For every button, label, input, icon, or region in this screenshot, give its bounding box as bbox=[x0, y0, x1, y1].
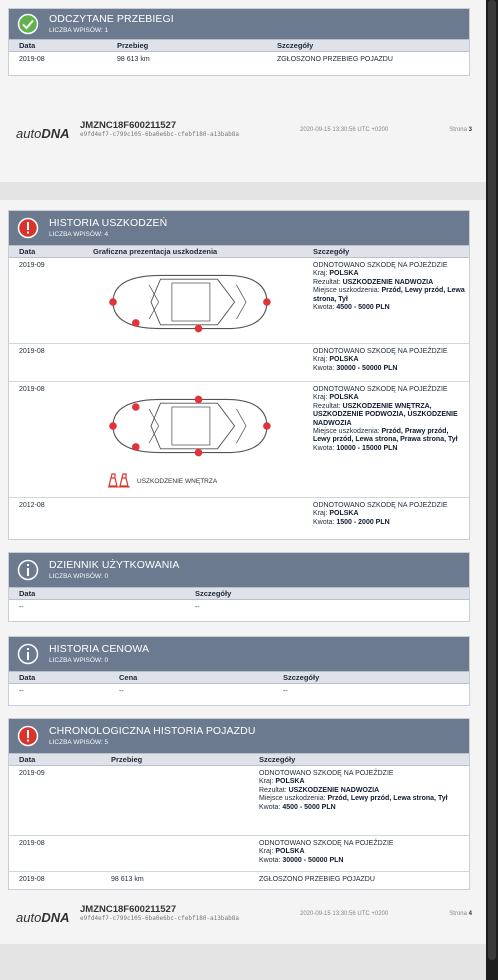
table-row: -- -- -- bbox=[19, 688, 288, 695]
col-date: Data bbox=[19, 41, 36, 50]
section-usage-log bbox=[8, 552, 470, 622]
table-header bbox=[9, 245, 469, 258]
table-row: 2019-08 98 613 km ZGŁOSZONO PRZEBIEG POJAZDU bbox=[19, 56, 393, 63]
table-row: 2019-08 ODNOTOWANO SZKODĘ NA POJEŹDZIE Kraj: POLSKA Kwota: 30000 - 50000 PLN bbox=[9, 344, 469, 382]
info-circle-icon bbox=[17, 559, 39, 581]
alert-circle-icon bbox=[17, 725, 39, 747]
interior-damage-icon bbox=[107, 472, 131, 488]
page-footer bbox=[0, 896, 486, 936]
damage-details: ODNOTOWANO SZKODĘ NA POJEŹDZIE Kraj: POLSKA Kwota: 30000 - 50000 PLN bbox=[313, 348, 448, 372]
scrollbar[interactable] bbox=[486, 0, 498, 980]
col-date: Data bbox=[19, 247, 36, 256]
table-row: 2019-09 ODNOTOWANO SZKODĘ NA POJEŹDZIE Kraj: POLSKA Rezultat: USZKODZENIE NADWOZIA Miejsce uszkodzenia: Przód, Lewy przód, Lewa strona, Tył Kwota: 4500 - 5000 PLN bbox=[9, 258, 469, 344]
table-header: Data Przebieg Szczegóły bbox=[9, 753, 469, 766]
section-damage-history bbox=[8, 210, 470, 540]
section-title: DZIENNIK UŻYTKOWANIA bbox=[49, 559, 180, 571]
col-details: Szczegóły bbox=[277, 41, 314, 50]
col-damage-graphic: Graficzna prezentacja uszkodzenia bbox=[93, 247, 218, 256]
section-entry-count: LICZBA WPISÓW: 0 bbox=[49, 573, 109, 580]
report-hash: e9fd4ef7-c799c105-6ba0e6bc-cfebf180-a13bab8a bbox=[80, 131, 239, 138]
table-row: 2019-08 ODNOTOWANO SZKODĘ NA POJEŹDZIE Kraj: POLSKA Kwota: 30000 - 50000 PLN bbox=[9, 836, 469, 872]
section-vehicle-chronology bbox=[8, 718, 470, 890]
info-circle-icon bbox=[17, 643, 39, 665]
damage-details: ODNOTOWANO SZKODĘ NA POJEŹDZIE Kraj: POLSKA Kwota: 1500 - 2000 PLN bbox=[313, 502, 448, 526]
table-row: -- -- bbox=[19, 604, 200, 611]
col-mileage: Przebieg bbox=[117, 41, 149, 50]
scrollbar-thumb[interactable] bbox=[488, 0, 496, 960]
damage-details: ODNOTOWANO SZKODĘ NA POJEŹDZIE Kraj: POLSKA Rezultat: USZKODZENIE NADWOZIA Miejsce uszkodzenia: Przód, Lewy przód, Lewa strona, Tył Kwota: 4500 - 5000 PLN bbox=[313, 262, 465, 312]
car-damage-diagram bbox=[101, 264, 277, 340]
autodna-logo: autoDNA bbox=[16, 126, 70, 141]
page-break bbox=[0, 182, 486, 200]
table-header: Data Cena Szczegóły bbox=[9, 671, 469, 684]
report-hash: e9fd4ef7-c799c105-6ba0e6bc-cfebf180-a13bab8a bbox=[80, 915, 239, 922]
section-entry-count: LICZBA WPISÓW: 4 bbox=[49, 231, 109, 238]
vin-number: JMZNC18F600211527 bbox=[80, 120, 177, 131]
interior-damage-label: USZKODZENIE WNĘTRZA bbox=[137, 478, 218, 485]
report-timestamp: 2020-09-15 13:30:56 UTC +0200 bbox=[300, 911, 389, 917]
damage-details: ODNOTOWANO SZKODĘ NA POJEŹDZIE Kraj: POLSKA Rezultat: USZKODZENIE WNĘTRZA, USZKODZENIE PODWOZIA, USZKODZENIE NADWOZIA Miejsce uszkodzenia: Przód, Prawy przód, Lewy przód, Lewa strona, Prawa strona, Tył Kwota: 10000 - 15000 PLN bbox=[313, 386, 458, 452]
check-circle-icon bbox=[17, 13, 39, 35]
section-title: ODCZYTANE PRZEBIEGI bbox=[49, 13, 174, 25]
section-entry-count: LICZBA WPISÓW: 5 bbox=[49, 739, 109, 746]
section-header bbox=[9, 553, 469, 587]
section-price-history bbox=[8, 636, 470, 706]
section-header bbox=[9, 211, 469, 245]
section-title: CHRONOLOGICZNA HISTORIA POJAZDU bbox=[49, 725, 256, 737]
alert-circle-icon bbox=[17, 217, 39, 239]
section-entry-count: LICZBA WPISÓW: 1 bbox=[49, 27, 109, 34]
section-header bbox=[9, 637, 469, 671]
table-row: 2012-08 ODNOTOWANO SZKODĘ NA POJEŹDZIE Kraj: POLSKA Kwota: 1500 - 2000 PLN bbox=[9, 498, 469, 540]
page-break bbox=[0, 944, 486, 980]
page-footer bbox=[0, 112, 486, 152]
page-number: Strona 3 bbox=[449, 127, 472, 133]
vin-number: JMZNC18F600211527 bbox=[80, 904, 177, 915]
section-entry-count: LICZBA WPISÓW: 0 bbox=[49, 657, 109, 664]
table-header bbox=[9, 39, 469, 52]
autodna-logo: autoDNA bbox=[16, 910, 70, 925]
col-details: Szczegóły bbox=[313, 247, 350, 256]
page-number: Strona 4 bbox=[449, 911, 472, 917]
table-row: 2019-08 USZKODZENIE WNĘTRZA ODNOTOWANO SZKODĘ NA POJEŹDZIE Kraj: POLSKA Rezultat: USZKODZENIE WNĘTRZA, USZKODZENIE PODWOZIA, USZKODZENIE NADWOZIA Miejsce uszkodzenia: Przód, Prawy przód, Lewy przód, Lewa strona, Prawa strona, Tył Kwota: 10000 - 15000 PLN bbox=[9, 382, 469, 498]
section-header bbox=[9, 719, 469, 753]
section-title: HISTORIA USZKODZEŃ bbox=[49, 217, 168, 229]
section-title: HISTORIA CENOWA bbox=[49, 643, 150, 655]
table-row: 2019-08 98 613 km ZGŁOSZONO PRZEBIEG POJAZDU bbox=[19, 876, 375, 883]
car-damage-diagram bbox=[101, 388, 277, 464]
event-details: ODNOTOWANO SZKODĘ NA POJEŹDZIE Kraj: POLSKA Kwota: 30000 - 50000 PLN bbox=[259, 840, 394, 864]
section-odometer-readings bbox=[8, 8, 470, 76]
section-header bbox=[9, 9, 469, 39]
report-timestamp: 2020-09-15 13:30:56 UTC +0200 bbox=[300, 127, 389, 133]
table-header: Data Szczegóły bbox=[9, 587, 469, 600]
table-row: 2019-09 ODNOTOWANO SZKODĘ NA POJEŹDZIE Kraj: POLSKA Rezultat: USZKODZENIE NADWOZIA Miejsce uszkodzenia: Przód, Lewy przód, Lewa strona, Tył Kwota: 4500 - 5000 PLN bbox=[9, 766, 469, 836]
event-details: ODNOTOWANO SZKODĘ NA POJEŹDZIE Kraj: POLSKA Rezultat: USZKODZENIE NADWOZIA Miejsce uszkodzenia: Przód, Lewy przód, Lewa strona, Tył Kwota: 4500 - 5000 PLN bbox=[259, 770, 448, 811]
